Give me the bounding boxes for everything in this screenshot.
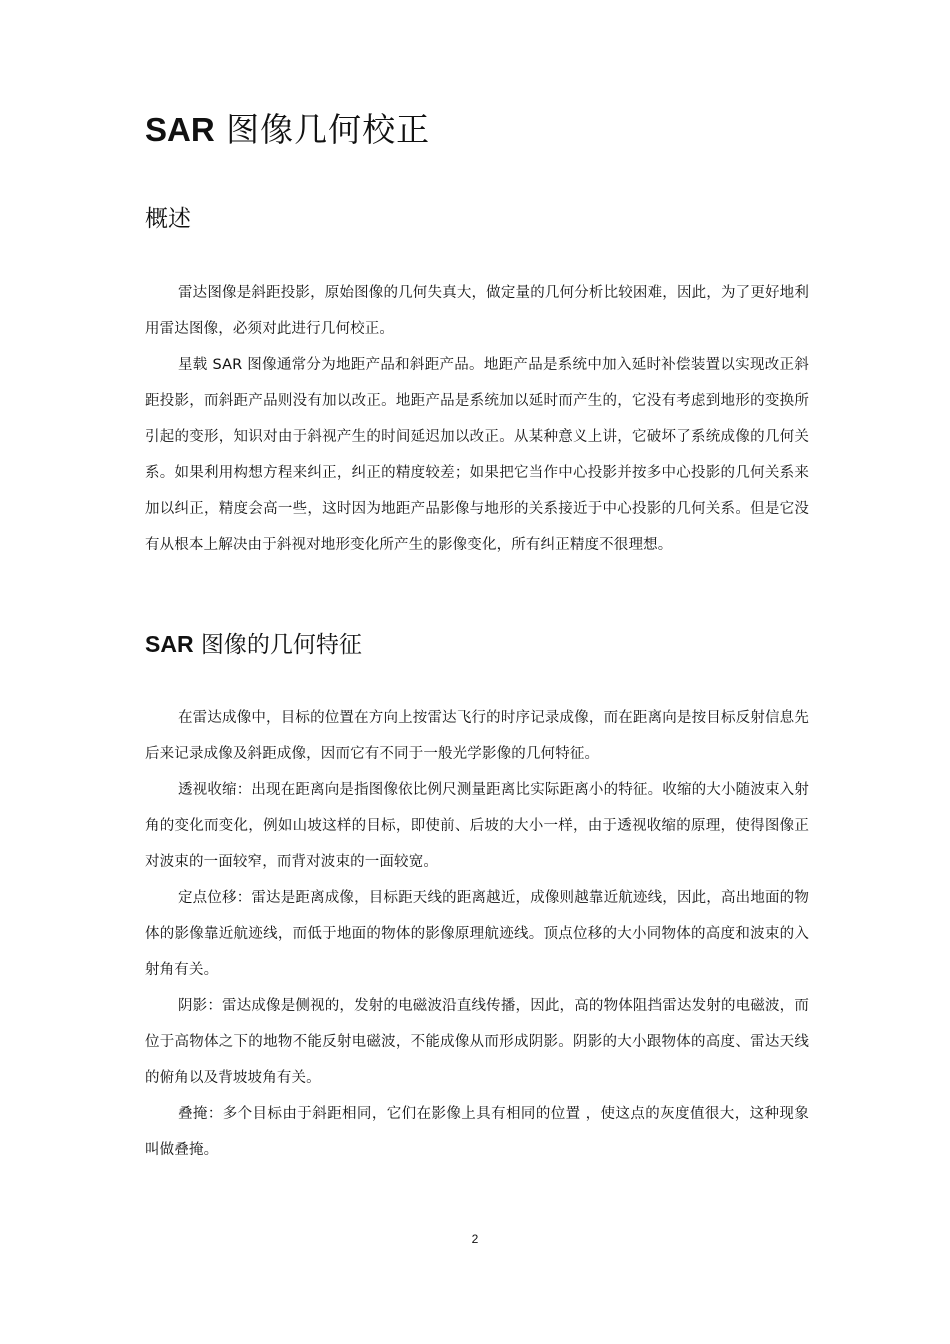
section-heading-text: 图像的几何特征 (193, 632, 362, 658)
paragraph: 雷达图像是斜距投影，原始图像的几何失真大，做定量的几何分析比较困难，因此，为了更好地利用雷达图像，必须对此进行几何校正。 (145, 285, 809, 337)
paragraph: 定点位移：雷达是距离成像，目标距天线的距离越近，成像则越靠近航迹线，因此，高出地面的物体的影像靠近航迹线，而低于地面的物体的影像原理航迹线。顶点位移的大小同物体的高度和波束的入射角有关。 (145, 890, 809, 978)
section-heading-latin: SAR (145, 631, 194, 657)
paragraph: 透视收缩：出现在距离向是指图像依比例尺测量距离比实际距离小的特征。收缩的大小随波束入射角的变化而变化，例如山坡这样的目标，即使前、后坡的大小一样，由于透视收缩的原理，使得图像正对波束的一面较窄，而背对波束的一面较宽。 (145, 782, 809, 870)
paragraph: 叠掩：多个目标由于斜距相同，它们在影像上具有相同的位置 ，使这点的灰度值很大，这种现象叫做叠掩。 (145, 1106, 809, 1158)
paragraph: 在雷达成像中，目标的位置在方向上按雷达飞行的时序记录成像，而在距离向是按目标反射信息先后来记录成像及斜距成像，因而它有不同于一般光学影像的几何特征。 (145, 710, 809, 762)
document-title-latin: SAR (145, 111, 215, 148)
section-heading-geometric-features (145, 626, 362, 663)
page-number: 2 (471, 1232, 479, 1246)
paragraph: 阴影：雷达成像是侧视的，发射的电磁波沿直线传播，因此，高的物体阻挡雷达发射的电磁波，而位于高物体之下的地物不能反射电磁波，不能成像从而形成阴影。阴影的大小跟物体的高度、雷达天线的俯角以及背坡坡角有关。 (145, 998, 809, 1086)
document-title-text: 图像几何校正 (214, 110, 431, 149)
section-heading-overview: 概述 (145, 206, 191, 232)
document-title (145, 104, 430, 156)
paragraph: 星载 SAR 图像通常分为地距产品和斜距产品。地距产品是系统中加入延时补偿装置以实现改正斜距投影，而斜距产品则没有加以改正。地距产品是系统加以延时而产生的，它没有考虑到地形的变换所引起的变形，知识对由于斜视产生的时间延迟加以改正。从某种意义上讲，它破坏了系统成像的几何关系。如果利用构想方程来纠正，纠正的精度较差；如果把它当作中心投影并按多中心投影的几何关系来加以纠正，精度会高一些，这时因为地距产品影像与地形的关系接近于中心投影的几何关系。但是它没有从根本上解决由于斜视对地形变化所产生的影像变化，所有纠正精度不很理想。 (145, 357, 809, 553)
